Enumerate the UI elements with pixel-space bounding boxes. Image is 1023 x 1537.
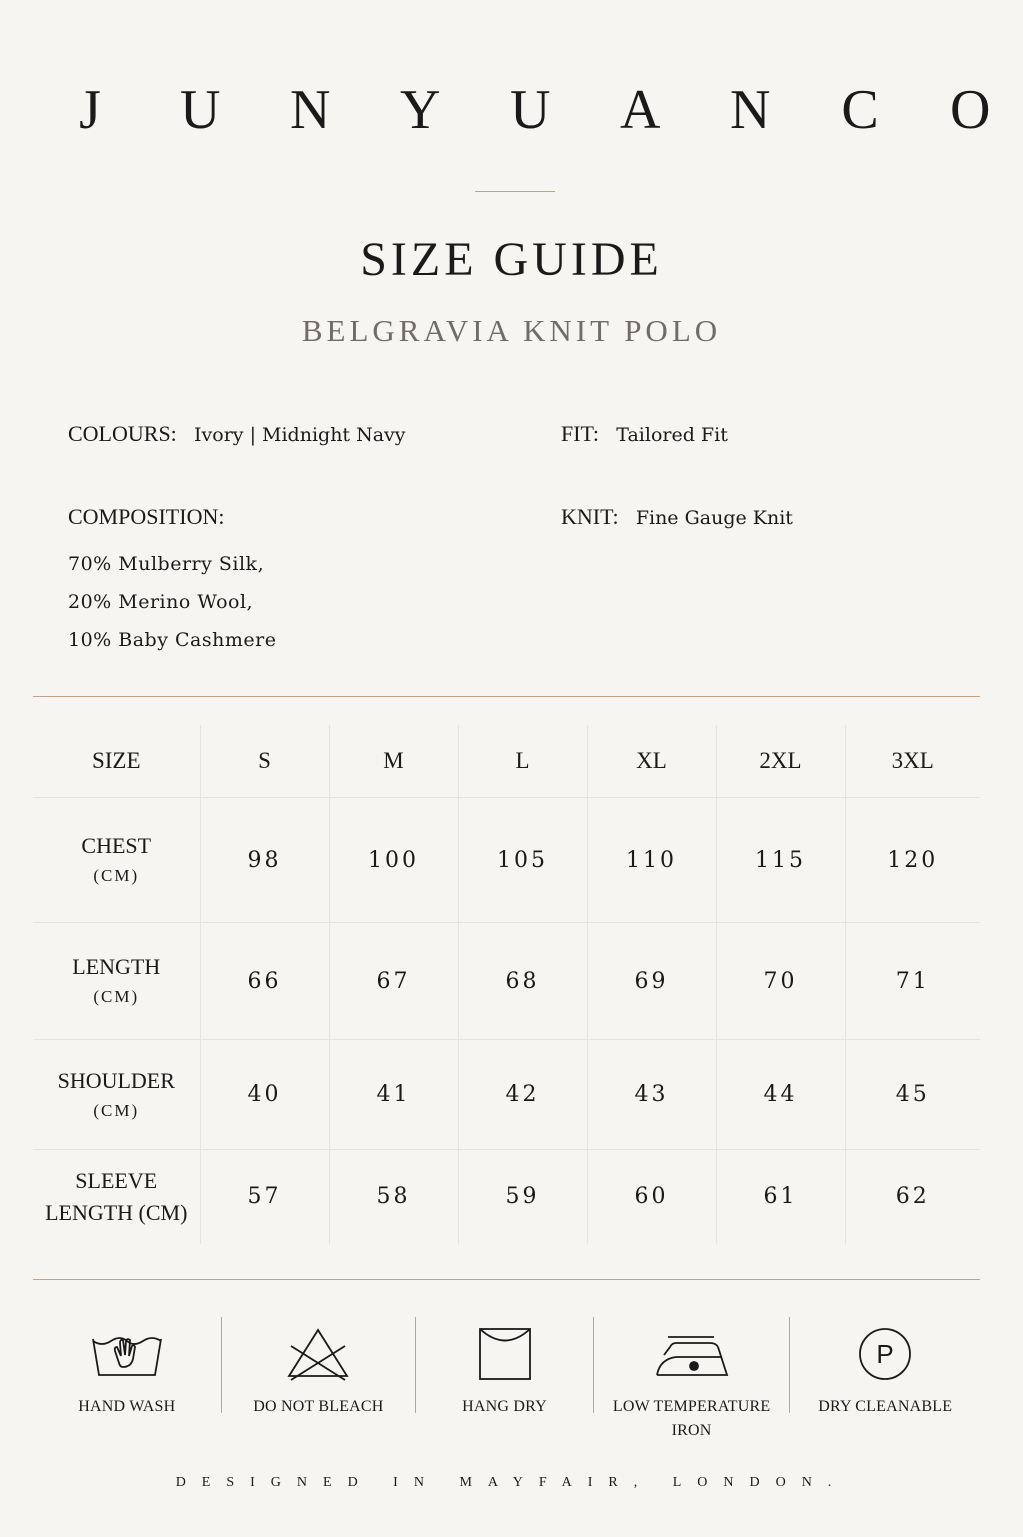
table-cell: 71 <box>845 923 980 1040</box>
svg-text:P: P <box>876 1339 894 1369</box>
care-label: LOW TEMPERATURE IRON <box>612 1398 771 1439</box>
table-cell: 67 <box>329 923 458 1040</box>
row-label: SHOULDER (CM) <box>33 1040 200 1150</box>
page-title: SIZE GUIDE <box>360 233 663 286</box>
header-cell: L <box>458 725 587 798</box>
product-name: BELGRAVIA KNIT POLO <box>301 313 722 348</box>
table-row <box>33 923 980 1040</box>
brand-letter: Y <box>400 79 441 141</box>
title-divider <box>475 191 555 192</box>
brand-letter: U <box>180 79 221 141</box>
care-label: HANG DRY <box>462 1398 547 1415</box>
header-cell: 2XL <box>716 725 845 798</box>
table-cell: 40 <box>200 1040 329 1150</box>
composition-line: 20% Merino Wool, <box>68 591 254 613</box>
fit-label: FIT: <box>561 421 600 446</box>
colours-label: COLOURS: <box>68 421 177 446</box>
table-cell: 61 <box>716 1150 845 1244</box>
table-cell: 60 <box>587 1150 716 1244</box>
table-header-row <box>33 725 980 798</box>
table-cell: 62 <box>895 1184 930 1210</box>
hand-wash-icon <box>89 1329 165 1379</box>
brand-letter: N <box>290 79 331 141</box>
composition-spec <box>68 504 236 530</box>
table-cell: 68 <box>458 923 587 1040</box>
brand-letter: A <box>620 79 661 141</box>
care-label: DRY CLEANABLE <box>818 1398 953 1415</box>
table-row <box>33 1150 980 1244</box>
table-row <box>33 1040 980 1150</box>
brand-letter: J <box>79 79 101 141</box>
composition-list <box>68 545 276 659</box>
dry-cleanable-icon <box>855 1324 915 1384</box>
brand-letter: U <box>510 79 551 141</box>
brand-letter: C <box>841 79 879 141</box>
row-label: CHEST (CM) <box>33 798 200 923</box>
table-cell: 120 <box>845 798 980 923</box>
care-label: DO NOT BLEACH <box>253 1398 384 1415</box>
knit-label: KNIT: <box>561 504 619 529</box>
brand-wordmark <box>70 78 990 142</box>
brand-letter: O <box>950 79 991 141</box>
fit-value: Tailored Fit <box>616 424 728 446</box>
table-cell: 59 <box>458 1150 587 1244</box>
table-cell: 70 <box>716 923 845 1040</box>
table-cell: 44 <box>716 1040 845 1150</box>
header-cell: XL <box>587 725 716 798</box>
composition-line: 10% Baby Cashmere <box>68 629 277 651</box>
care-instructions <box>33 1315 980 1445</box>
table-cell: 110 <box>587 798 716 923</box>
table-cell: 45 <box>845 1040 980 1150</box>
brand-letter: N <box>730 79 771 141</box>
table-top-rule <box>33 696 980 697</box>
table-cell: 58 <box>329 1150 458 1244</box>
care-item-hand-wash <box>33 1315 221 1445</box>
low-temperature-iron-icon <box>654 1329 730 1379</box>
table-cell: 98 <box>200 798 329 923</box>
table-cell: 100 <box>329 798 458 923</box>
table-row <box>33 798 980 923</box>
composition-line: 70% Mulberry Silk, <box>68 553 265 575</box>
footer-tagline: DESIGNED IN MAYFAIR, LONDON. <box>175 1475 848 1490</box>
care-item-low-temperature-iron <box>594 1315 790 1445</box>
header-cell: SIZE <box>33 725 200 798</box>
care-label: HAND WASH <box>78 1398 176 1415</box>
hang-dry-icon <box>477 1326 533 1382</box>
care-top-rule <box>33 1279 980 1280</box>
table-cell: 57 <box>200 1150 329 1244</box>
care-item-hang-dry <box>416 1315 593 1445</box>
row-label: SLEEVE LENGTH (CM) <box>33 1150 200 1244</box>
composition-label: COMPOSITION: <box>68 504 225 529</box>
care-item-do-not-bleach <box>222 1315 416 1445</box>
table-cell: 105 <box>458 798 587 923</box>
table-cell: 42 <box>458 1040 587 1150</box>
table-cell: 43 <box>587 1040 716 1150</box>
colours-value: Ivory | Midnight Navy <box>194 424 406 446</box>
table-cell: 41 <box>329 1040 458 1150</box>
header-cell: 3XL <box>845 725 980 798</box>
knit-value: Fine Gauge Knit <box>635 507 793 529</box>
colours-spec <box>68 421 406 447</box>
table-cell: 69 <box>587 923 716 1040</box>
care-item-dry-cleanable <box>790 1315 980 1445</box>
size-table <box>33 725 980 1244</box>
row-label: LENGTH (CM) <box>33 923 200 1040</box>
fit-spec <box>561 421 728 447</box>
header-cell: S <box>200 725 329 798</box>
table-cell: 66 <box>200 923 329 1040</box>
header-cell: M <box>329 725 458 798</box>
knit-spec <box>561 504 793 530</box>
do-not-bleach-icon <box>285 1326 351 1382</box>
table-cell: 115 <box>716 798 845 923</box>
